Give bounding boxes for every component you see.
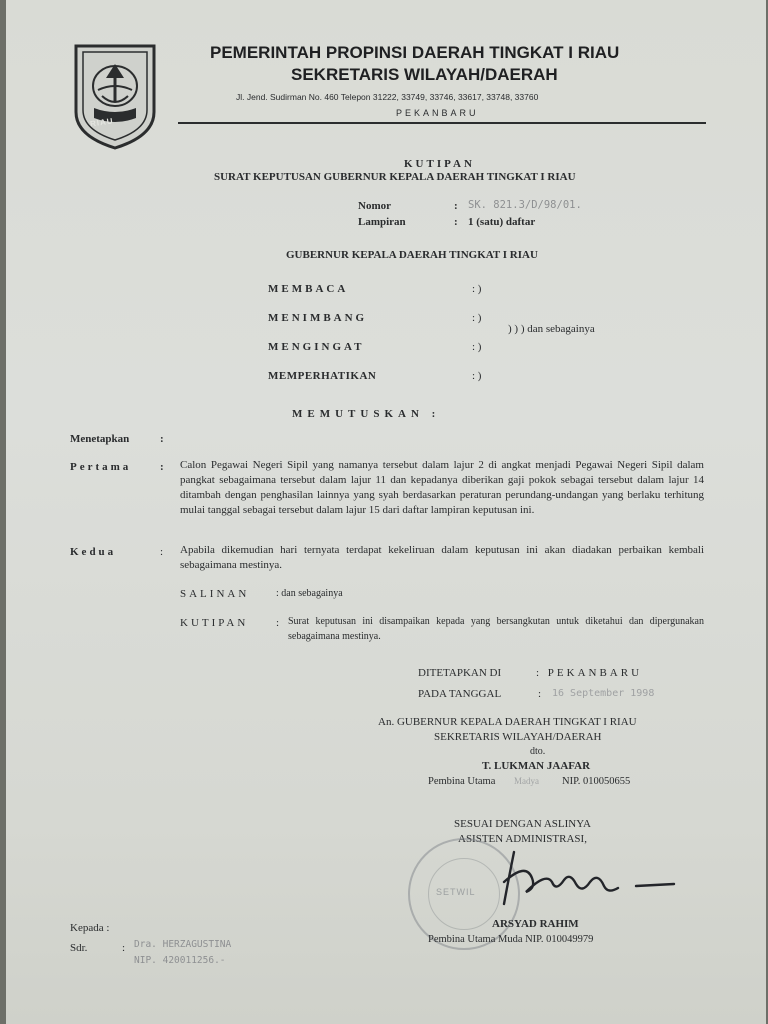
bracket-note: ) ) ) dan sebagainya: [508, 323, 595, 335]
gubernur-heading: GUBERNUR KEPALA DAERAH TINGKAT I RIAU: [286, 249, 538, 261]
menimbang-colon: : ): [472, 312, 482, 324]
decree-title: SURAT KEPUTUSAN GUBERNUR KEPALA DAERAH TINGKAT I RIAU: [214, 171, 576, 183]
letterhead-line2: SEKRETARIS WILAYAH/DAERAH: [291, 65, 558, 84]
signatory1-rank: Pembina Utama: [428, 776, 496, 787]
kutipan-label: KUTIPAN: [180, 617, 249, 629]
menetapkan-label: Menetapkan: [70, 433, 130, 445]
kutipan-text: Surat keputusan ini disampaikan kepada yang bersangkutan untuk diketahui dan dipergunakan sebagaimana mestinya.: [288, 616, 704, 642]
signatory1-rank-faded: Madya: [514, 776, 539, 786]
an-gubernur: An. GUBERNUR KEPALA DAERAH TINGKAT I RIAU: [378, 716, 637, 728]
mengingat-colon: : ): [472, 341, 482, 353]
dto-text: dto.: [530, 746, 546, 757]
recipient-nip: NIP. 420011256.-: [134, 955, 226, 966]
memperhatikan-colon: : ): [472, 370, 482, 382]
letterhead-line1: PEMERINTAH PROPINSI DAERAH TINGKAT I RIAU: [210, 43, 620, 62]
kepada-label: Kepada :: [70, 922, 110, 934]
signature-icon: [486, 842, 686, 912]
memutuskan-heading: MEMUTUSKAN :: [292, 408, 441, 420]
letterhead-address: Jl. Jend. Sudirman No. 460 Telepon 31222, 33749, 33746, 33617, 33748, 33760: [236, 92, 539, 102]
sesuai-aslinya: SESUAI DENGAN ASLINYA: [454, 818, 591, 830]
pertama-colon: :: [160, 461, 164, 473]
signatory2-rank: Pembina Utama Muda NIP. 010049979: [428, 934, 594, 945]
kutipan-title: KUTIPAN: [404, 158, 475, 170]
sdr-label: Sdr.: [70, 942, 88, 954]
recipient-name: Dra. HERZAGUSTINA: [134, 939, 232, 950]
stamp-label: SETWIL: [436, 887, 476, 897]
menetapkan-colon: :: [160, 433, 164, 445]
crest-label: RIAU: [89, 116, 115, 129]
tanggal-value: 16 September 1998: [552, 688, 655, 699]
membaca-label: MEMBACA: [268, 283, 349, 295]
ditetapkan-label: DITETAPKAN DI: [418, 667, 502, 679]
riau-crest-icon: [72, 42, 158, 152]
signatory2-name: ARSYAD RAHIM: [492, 918, 579, 930]
salinan-text: : dan sebagainya: [276, 588, 343, 599]
tanggal-colon: :: [538, 688, 542, 700]
salinan-label: SALINAN: [180, 588, 250, 600]
signatory1-nip: NIP. 010050655: [562, 776, 631, 787]
letterhead-rule: [178, 122, 706, 124]
menimbang-label: MENIMBANG: [268, 312, 368, 324]
tanggal-label: PADA TANGGAL: [418, 688, 502, 700]
nomor-colon: :: [454, 200, 458, 212]
kedua-label: Kedua: [70, 546, 117, 558]
pertama-label: Pertama: [70, 461, 132, 473]
memperhatikan-label: MEMPERHATIKAN: [268, 370, 377, 382]
letterhead-city: PEKANBARU: [396, 108, 479, 118]
kedua-text: Apabila dikemudian hari ternyata terdapat kekeliruan dalam keputusan ini akan diadakan perbaikan kembali sebagaimana mestinya.: [180, 544, 704, 571]
lampiran-colon: :: [454, 216, 458, 228]
document-page: [6, 0, 766, 1024]
kutipan-colon: :: [276, 617, 280, 629]
nomor-value: SK. 821.3/D/98/01.: [468, 199, 582, 211]
nomor-label: Nomor: [358, 200, 391, 212]
kedua-colon: :: [160, 546, 164, 558]
sdr-colon: :: [122, 942, 126, 954]
lampiran-value: 1 (satu) daftar: [468, 216, 536, 228]
mengingat-label: MENGINGAT: [268, 341, 365, 353]
sekretaris-line: SEKRETARIS WILAYAH/DAERAH: [434, 731, 602, 743]
ditetapkan-value: : PEKANBARU: [536, 667, 643, 679]
asisten-administrasi: ASISTEN ADMINISTRASI,: [458, 833, 587, 845]
membaca-colon: : ): [472, 283, 482, 295]
pertama-text: Calon Pegawai Negeri Sipil yang namanya tersebut dalam lajur 2 di angkat menjadi Pegawai Negeri Sipil dalam pangkat sebagaimana tersebut dalam lajur 11 dan kepadanya diberikan gaji pokok sebagai tersebut dalam lajur 14 ditambah dengan penghasilan lainnya yang syah berdasarkan peraturan perundang-undangan yang berlaku terhitung mulai tanggal sebagai tersebut dalam lajur 15 dari daftar lampiran keputusan ini.: [180, 459, 704, 516]
signatory1-name: T. LUKMAN JAAFAR: [482, 760, 591, 772]
lampiran-label: Lampiran: [358, 216, 406, 228]
